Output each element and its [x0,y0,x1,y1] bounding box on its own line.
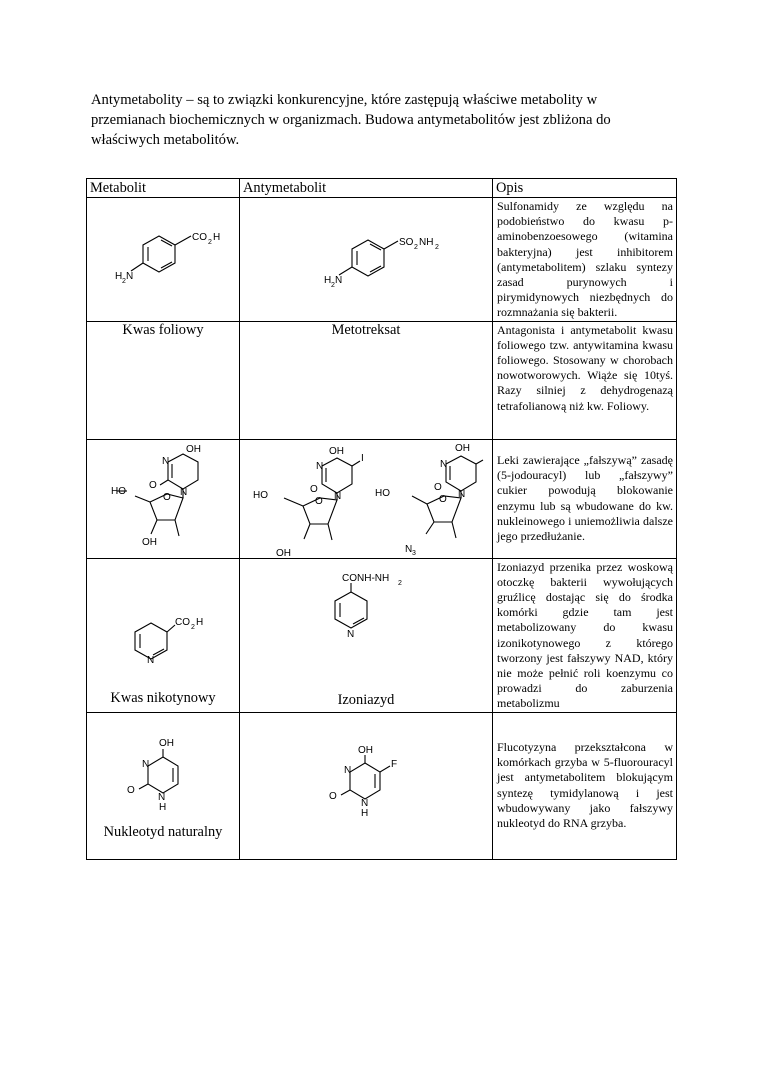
antimetabolite-cell [240,439,493,558]
azido-atom-n1: N [458,488,466,500]
sulfonamide-amine-sub: 2 [331,282,335,289]
antimetabolite-cell [240,558,493,712]
paba-structure [87,198,240,315]
azido-atom-n3: N [440,458,448,470]
description-cell: Leki zawierające „fałszywą” zasadę (5-jodouracyl) lub „fałszywy” cukier powodują blokowanie enzymu lub są wbudowane do kw. nukleinowego i uniemożliwia dalsze jego przedłużanie. [493,439,677,558]
azido-atom-ring-o: O [439,493,447,505]
metabolite-cell: Kwas foliowy [87,321,240,439]
iodo-atom-oh: OH [329,445,344,457]
sulfonamide-group-so: SO [399,237,414,248]
isoniazid-atom-n: N [347,628,355,640]
nucleoside-atom-n1: N [180,486,188,498]
uracil-atom-h: H [159,801,167,813]
nucleoside-atom-ho: HO [111,485,126,497]
table-row [87,558,677,712]
nucleoside-structure [87,440,240,558]
nicotinic-atom-n: N [147,654,155,666]
fu-atom-n1: N [361,797,369,809]
fu-atom-oh: OH [358,744,373,756]
iodo-atom-ring-o: O [315,495,323,507]
azido-atom-sub: 3 [412,549,416,557]
description-cell: Flucotyzyna przekształcona w komórkach grzyba w 5-fluorouracyl jest antymetabolitem blokującym syntezę tymidylanową i jest wbudowywany jako fałszywy nukleotyd do RNA grzyba. [493,712,677,859]
header-description: Opis [493,179,677,198]
isoniazid-group-conh: CONH-NH [342,572,390,584]
iodo-atom-n1: N [334,490,342,502]
metabolite-cell [87,712,240,859]
fu-atom-f: F [391,758,398,770]
table-header-row [87,179,677,198]
metabolite-cell [87,198,240,322]
iodo-atom-n3: N [316,460,324,472]
sulfonamide-group-sub1: 2 [414,244,418,251]
antimetabolite-table [86,178,677,860]
metabolite-cell [87,439,240,558]
nucleoside-atom-oh: OH [186,443,201,455]
uracil-atom-n1: N [158,791,166,803]
metabolite-cell [87,558,240,712]
metabolite-label: Kwas nikotynowy [110,689,216,706]
nicotinic-group-h: H [196,616,204,628]
iodo-atom-o2: O [310,483,318,495]
iodo-atom-ho: HO [253,489,268,501]
description-cell: Izoniazyd przenika przez woskową otoczkę bakterii wywołujących gruźlicę dostając się do środka komórki gdzie tam jest metabolizowany do kwasu izonikotynowego z którego tworzony jest fałszywy NAD, który nie może pełnić roli koenzymu co prowadzi do zaburzenia metabolizmu [493,558,677,712]
uracil-structure [87,713,240,823]
fluorouracil-structure [240,713,493,859]
paba-group-h: H [213,232,221,243]
table-row [87,198,677,322]
header-antimetabolite: Antymetabolit [240,179,493,198]
table-row [87,439,677,558]
fu-atom-h: H [361,807,369,819]
sulfonamide-group-sub2: 2 [435,244,439,251]
metabolite-label: Nukleotyd naturalny [103,823,223,840]
nicotinic-group-sub: 2 [191,623,195,631]
antimetabolite-cell [240,198,493,322]
header-metabolite: Metabolit [87,179,240,198]
sulfonamide-structure [240,198,493,315]
iodo-atom-i: I [361,452,364,464]
azido-atom-ho: HO [375,487,390,499]
antimetabolite-label: Izoniazyd [337,691,395,708]
fu-atom-n3: N [344,764,352,776]
nucleoside-atom-ring-o: O [163,491,171,503]
nucleoside-atom-o2: O [149,479,157,491]
description-cell: Antagonista i antymetabolit kwasu foliowego tzw. antywitamina kwasu foliowego. Stosowany w chorobach nowotworowych. Wiąże się 10tyś. Razy silniej z dehydrogenazą tetrafolianową niż kw. Foliowy. [493,321,677,439]
table-row [87,712,677,859]
nucleoside-atom-n3: N [162,455,170,467]
isoniazid-structure [240,559,493,679]
nicotinic-group-co: CO [175,616,190,628]
paba-group-sub: 2 [208,239,212,246]
isoniazid-group-sub: 2 [398,579,402,587]
uracil-atom-oh: OH [159,737,174,749]
nicotinic-acid-structure [87,559,240,679]
analog-nucleosides-structure [240,440,493,558]
sulfonamide-amine-h: H [324,275,332,286]
paba-group-co: CO [192,232,207,243]
antimetabolite-cell [240,712,493,859]
paba-amine-h: H [115,271,123,282]
iodo-atom-oh3: OH [276,547,291,558]
uracil-atom-o2: O [127,784,135,796]
intro-paragraph: Antymetabolity – są to związki konkurencyjne, które zastępują właściwe metabolity w przemianach biochemicznych w organizmach. Budowa antymetabolitów jest zbliżona do właściwych metabolitów. [91,92,611,148]
antimetabolite-cell: Metotreksat [240,321,493,439]
uracil-atom-n3: N [142,758,150,770]
sulfonamide-amine-n: N [335,275,343,286]
paba-amine-sub: 2 [122,278,126,285]
azido-atom-n: N [405,543,413,555]
description-cell: Sulfonamidy ze względu na podobieństwo do kwasu p-aminobenzoesowego (witamina bakteryjna) jest inhibitorem (antymetabolitem) szlaku syntezy zasad purynowych i pirymidynowych niezbędnych do rozmnażania się bakterii. [493,198,677,322]
fu-atom-o2: O [329,790,337,802]
paba-amine-n: N [126,271,134,282]
sulfonamide-group-nh: NH [419,237,434,248]
nucleoside-atom-oh3: OH [142,536,157,548]
azido-atom-oh: OH [455,442,470,454]
table-row [87,321,677,439]
azido-atom-o2: O [434,481,442,493]
